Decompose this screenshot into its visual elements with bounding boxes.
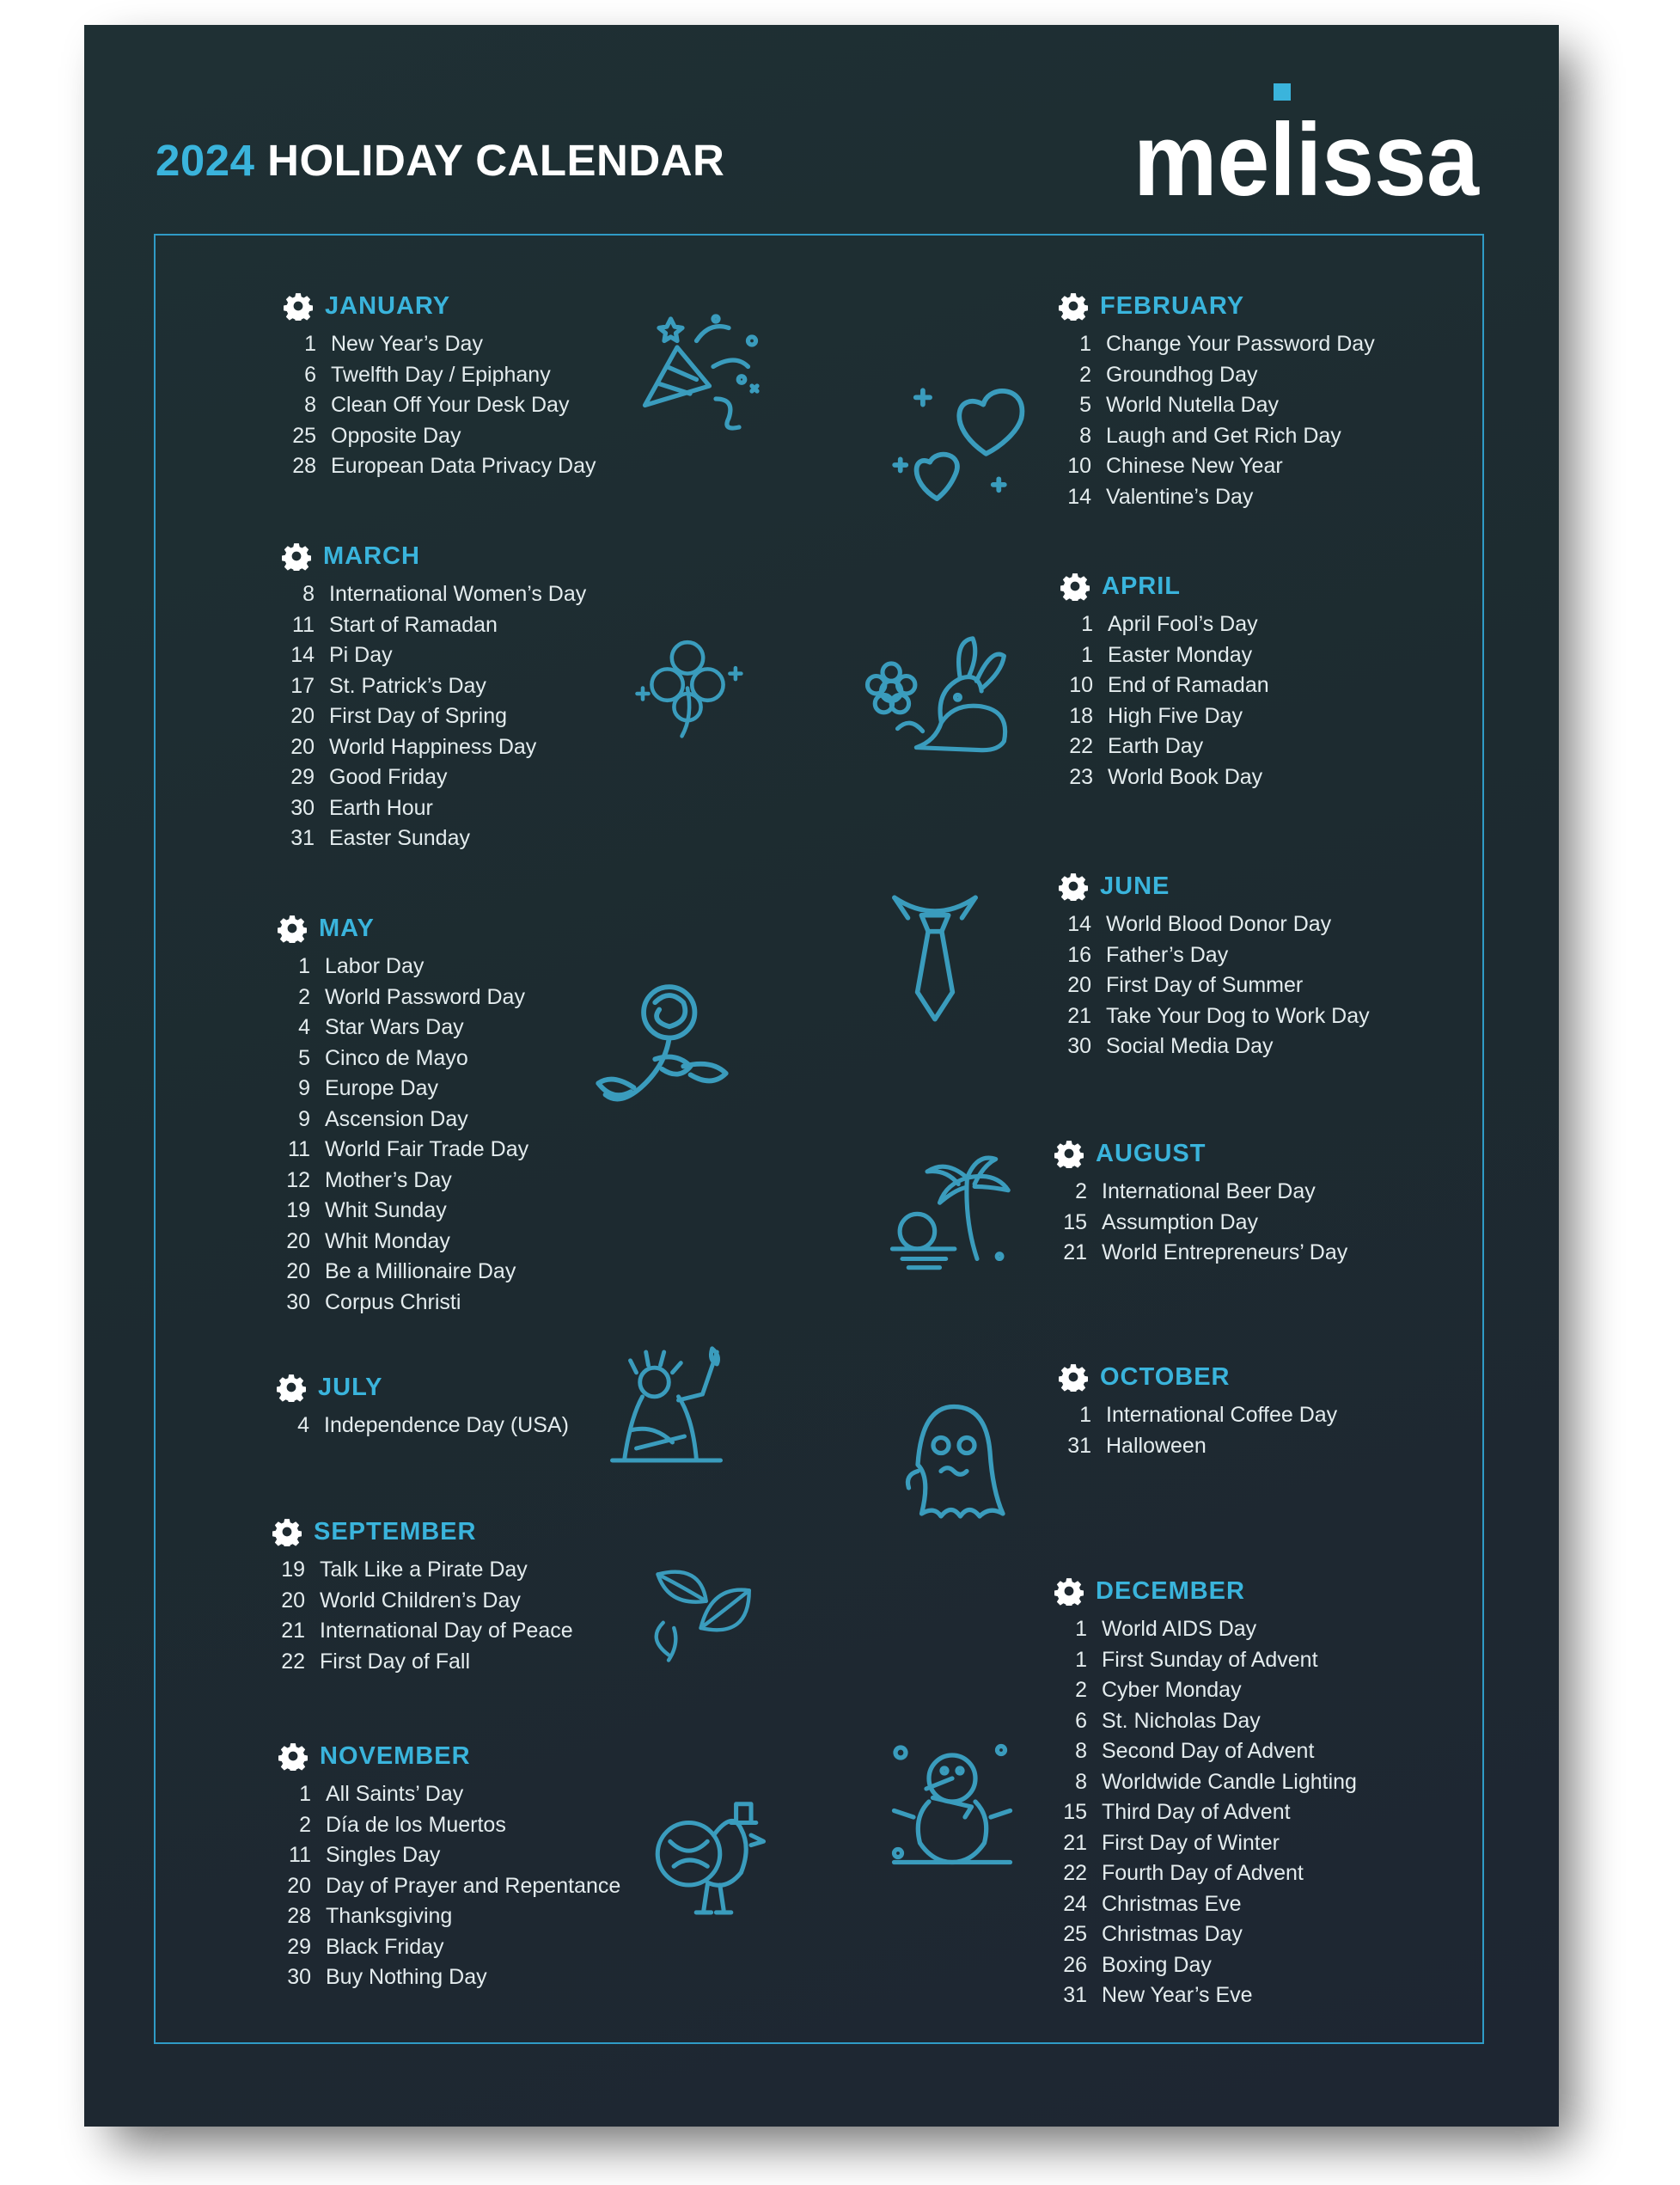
event-label: World Book Day xyxy=(1108,764,1263,789)
event-label: Christmas Eve xyxy=(1102,1891,1242,1916)
event-row xyxy=(1054,1767,1357,1798)
event-row xyxy=(1059,451,1375,482)
gear-icon xyxy=(272,1517,302,1546)
event-label: Third Day of Advent xyxy=(1102,1800,1291,1825)
event-day: 5 xyxy=(1079,393,1091,418)
event-label: St. Nicholas Day xyxy=(1102,1708,1261,1733)
event-day: 30 xyxy=(287,1965,311,1990)
month-name: OCTOBER xyxy=(1100,1362,1231,1391)
title-text: HOLIDAY CALENDAR xyxy=(267,136,725,185)
month-header xyxy=(272,1515,573,1549)
month-may xyxy=(278,911,528,1318)
event-row xyxy=(278,1013,528,1044)
event-row xyxy=(278,1135,528,1166)
event-label: First Day of Spring xyxy=(329,704,508,729)
event-day: 22 xyxy=(1063,1861,1087,1886)
event-row xyxy=(277,1411,569,1441)
event-day: 17 xyxy=(290,673,315,698)
event-day: 25 xyxy=(1063,1922,1087,1947)
event-row xyxy=(278,1779,620,1810)
month-october xyxy=(1059,1360,1337,1461)
event-label: Groundhog Day xyxy=(1106,362,1258,387)
event-day: 6 xyxy=(304,362,316,387)
gear-icon xyxy=(1054,1576,1084,1606)
event-day: 29 xyxy=(287,1934,311,1959)
event-day: 25 xyxy=(292,423,316,448)
event-label: World Entrepreneurs’ Day xyxy=(1102,1240,1348,1265)
month-name: APRIL xyxy=(1102,572,1181,600)
event-day: 23 xyxy=(1069,764,1093,789)
event-day: 6 xyxy=(1075,1708,1087,1733)
event-day: 15 xyxy=(1063,1800,1087,1825)
event-row xyxy=(1059,970,1370,1001)
event-label: First Day of Fall xyxy=(320,1649,471,1674)
month-name: MARCH xyxy=(323,542,420,570)
gear-icon xyxy=(284,291,313,321)
month-header xyxy=(1059,869,1370,903)
month-name: DECEMBER xyxy=(1096,1576,1245,1605)
event-row xyxy=(282,762,586,793)
event-label: World Password Day xyxy=(325,984,525,1009)
gear-icon xyxy=(282,542,311,571)
gear-icon xyxy=(278,1741,308,1771)
event-label: Ascension Day xyxy=(325,1106,468,1131)
event-label: Día de los Muertos xyxy=(326,1812,506,1837)
event-label: Europe Day xyxy=(325,1076,439,1101)
month-name: FEBRUARY xyxy=(1100,291,1245,320)
event-row xyxy=(1060,701,1269,732)
event-label: Whit Sunday xyxy=(325,1198,447,1223)
event-label: Pi Day xyxy=(329,643,393,668)
event-label: World Happiness Day xyxy=(329,734,537,759)
event-day: 9 xyxy=(298,1106,310,1131)
month-name: JANUARY xyxy=(325,291,451,320)
event-row xyxy=(282,640,586,671)
event-label: Easter Sunday xyxy=(329,826,470,851)
event-day: 9 xyxy=(298,1076,310,1101)
event-row xyxy=(1059,909,1370,940)
event-label: Start of Ramadan xyxy=(329,612,498,637)
gear-icon xyxy=(278,914,307,943)
event-row xyxy=(1054,1645,1357,1676)
event-day: 12 xyxy=(286,1167,310,1192)
event-row xyxy=(1059,329,1375,360)
month-name: NOVEMBER xyxy=(320,1741,471,1770)
event-label: Second Day of Advent xyxy=(1102,1739,1315,1764)
event-day: 30 xyxy=(286,1289,310,1314)
event-row xyxy=(1060,609,1269,640)
event-label: Take Your Dog to Work Day xyxy=(1106,1003,1370,1028)
event-day: 21 xyxy=(281,1619,305,1643)
month-july xyxy=(277,1370,569,1441)
event-row xyxy=(1060,670,1269,701)
event-row xyxy=(1054,1828,1357,1859)
event-day: 4 xyxy=(297,1413,309,1438)
month-name: JUNE xyxy=(1100,872,1170,900)
event-row xyxy=(1059,421,1375,452)
event-day: 30 xyxy=(290,795,315,820)
event-label: High Five Day xyxy=(1108,703,1243,728)
month-february xyxy=(1059,289,1375,512)
month-header xyxy=(1054,1136,1347,1171)
event-label: Twelfth Day / Epiphany xyxy=(331,362,551,387)
event-row xyxy=(278,1810,620,1841)
event-label: Be a Millionaire Day xyxy=(325,1259,516,1284)
month-header xyxy=(282,539,586,573)
month-november xyxy=(278,1739,620,1993)
event-label: Chinese New Year xyxy=(1106,454,1283,479)
event-label: Buy Nothing Day xyxy=(326,1965,487,1990)
event-row xyxy=(1059,390,1375,421)
event-day: 14 xyxy=(290,643,315,668)
event-row xyxy=(282,579,586,610)
event-label: World Blood Donor Day xyxy=(1106,912,1332,937)
event-day: 8 xyxy=(1079,423,1091,448)
event-label: Boxing Day xyxy=(1102,1952,1212,1977)
event-row xyxy=(1054,1889,1357,1920)
event-row xyxy=(278,1257,528,1288)
event-row xyxy=(1059,1400,1337,1431)
month-header xyxy=(278,911,528,946)
event-day: 1 xyxy=(1079,1403,1091,1428)
event-label: Day of Prayer and Repentance xyxy=(326,1873,621,1898)
event-day: 2 xyxy=(298,984,310,1009)
event-row xyxy=(1054,1177,1347,1208)
event-day: 21 xyxy=(1063,1830,1087,1855)
month-header xyxy=(1054,1574,1357,1608)
event-label: Father’s Day xyxy=(1106,942,1229,967)
event-day: 1 xyxy=(1081,642,1093,667)
event-day: 14 xyxy=(1067,912,1091,937)
event-row xyxy=(1054,1208,1347,1239)
event-day: 2 xyxy=(1075,1179,1087,1204)
month-january xyxy=(284,289,596,482)
event-row xyxy=(284,421,596,452)
month-header xyxy=(277,1370,569,1405)
event-day: 1 xyxy=(299,1782,311,1807)
gear-icon xyxy=(1059,291,1088,321)
month-header xyxy=(1060,569,1269,603)
event-row xyxy=(284,329,596,360)
event-day: 31 xyxy=(1063,1983,1087,2008)
event-label: International Coffee Day xyxy=(1106,1403,1338,1428)
event-row xyxy=(1059,360,1375,391)
event-label: Change Your Password Day xyxy=(1106,332,1375,357)
event-day: 21 xyxy=(1067,1003,1091,1028)
event-label: World Children’s Day xyxy=(320,1588,521,1613)
event-label: Earth Hour xyxy=(329,795,433,820)
event-day: 1 xyxy=(298,954,310,979)
event-label: Corpus Christi xyxy=(325,1289,461,1314)
event-row xyxy=(278,1166,528,1197)
event-row xyxy=(278,1932,620,1963)
event-day: 18 xyxy=(1069,703,1093,728)
event-day: 30 xyxy=(1067,1034,1091,1059)
event-label: All Saints’ Day xyxy=(326,1782,464,1807)
event-day: 1 xyxy=(1075,1647,1087,1672)
turkey-icon xyxy=(651,1791,776,1929)
event-day: 1 xyxy=(1081,612,1093,637)
event-row xyxy=(1054,1614,1357,1645)
event-label: International Day of Peace xyxy=(320,1619,573,1643)
event-day: 28 xyxy=(287,1904,311,1929)
event-label: Singles Day xyxy=(326,1843,441,1868)
month-name: AUGUST xyxy=(1096,1139,1207,1167)
event-row xyxy=(278,1901,620,1932)
event-day: 8 xyxy=(302,582,315,607)
event-day: 19 xyxy=(286,1198,310,1223)
event-label: Thanksgiving xyxy=(326,1904,453,1929)
event-row xyxy=(282,732,586,763)
rose-icon xyxy=(591,979,733,1125)
event-label: European Data Privacy Day xyxy=(331,454,596,479)
month-june xyxy=(1059,869,1370,1062)
ghost-icon xyxy=(899,1400,1009,1529)
event-label: Whit Monday xyxy=(325,1228,450,1253)
calendar-poster xyxy=(84,25,1559,2127)
event-day: 20 xyxy=(281,1588,305,1613)
event-row xyxy=(278,1840,620,1871)
event-row xyxy=(278,1196,528,1227)
event-day: 2 xyxy=(1075,1678,1087,1703)
hearts-icon xyxy=(888,369,1042,511)
event-label: Earth Day xyxy=(1108,734,1204,759)
event-row xyxy=(1054,1797,1357,1828)
event-row xyxy=(278,1105,528,1135)
event-day: 15 xyxy=(1063,1209,1087,1234)
event-day: 14 xyxy=(1067,484,1091,509)
gear-icon xyxy=(277,1373,306,1402)
gear-icon xyxy=(1060,572,1090,601)
event-label: Easter Monday xyxy=(1108,642,1253,667)
month-august xyxy=(1054,1136,1347,1269)
event-day: 5 xyxy=(298,1045,310,1070)
event-day: 8 xyxy=(1075,1739,1087,1764)
event-label: International Women’s Day xyxy=(329,582,587,607)
event-day: 22 xyxy=(281,1649,305,1674)
event-row xyxy=(1059,1031,1370,1062)
month-header xyxy=(1059,1360,1337,1394)
gear-icon xyxy=(1059,1362,1088,1392)
month-header xyxy=(284,289,596,323)
event-day: 1 xyxy=(1079,332,1091,357)
event-row xyxy=(272,1586,573,1617)
event-day: 16 xyxy=(1067,942,1091,967)
event-label: New Year’s Day xyxy=(331,332,483,357)
event-row xyxy=(1060,640,1269,671)
event-day: 20 xyxy=(287,1873,311,1898)
month-name: MAY xyxy=(319,914,375,942)
event-row xyxy=(278,1288,528,1319)
event-day: 8 xyxy=(1075,1769,1087,1794)
event-row xyxy=(278,952,528,982)
month-september xyxy=(272,1515,573,1677)
event-day: 20 xyxy=(286,1259,310,1284)
event-row xyxy=(282,671,586,702)
event-label: First Day of Summer xyxy=(1106,973,1304,998)
event-day: 26 xyxy=(1063,1952,1087,1977)
title-year: 2024 xyxy=(156,136,255,185)
event-day: 20 xyxy=(1067,973,1091,998)
event-label: World Nutella Day xyxy=(1106,393,1280,418)
event-label: World AIDS Day xyxy=(1102,1617,1257,1642)
palm-beach-icon xyxy=(888,1147,1017,1271)
snowman-icon xyxy=(888,1740,1017,1869)
event-row xyxy=(1054,1980,1357,2011)
event-label: Good Friday xyxy=(329,765,448,790)
event-label: Star Wars Day xyxy=(325,1015,464,1040)
event-day: 11 xyxy=(288,1137,310,1162)
event-label: First Sunday of Advent xyxy=(1102,1647,1318,1672)
event-label: Black Friday xyxy=(326,1934,444,1959)
logo-text: melissa xyxy=(1133,102,1481,217)
event-label: Assumption Day xyxy=(1102,1209,1259,1234)
event-row xyxy=(278,1962,620,1993)
event-row xyxy=(284,451,596,482)
event-row xyxy=(284,360,596,391)
month-march xyxy=(282,539,586,854)
event-label: Mother’s Day xyxy=(325,1167,452,1192)
event-row xyxy=(272,1616,573,1647)
event-day: 24 xyxy=(1063,1891,1087,1916)
event-row xyxy=(282,701,586,732)
event-row xyxy=(272,1555,573,1586)
event-row xyxy=(1054,1675,1357,1706)
page-title xyxy=(156,135,724,186)
event-row xyxy=(272,1647,573,1678)
event-day: 8 xyxy=(304,393,316,418)
event-row xyxy=(1059,1001,1370,1032)
event-label: Labor Day xyxy=(325,954,425,979)
event-label: Halloween xyxy=(1106,1433,1207,1458)
month-header xyxy=(278,1739,620,1773)
month-name: JULY xyxy=(318,1373,383,1401)
event-row xyxy=(1059,940,1370,971)
event-day: 20 xyxy=(290,704,315,729)
month-header xyxy=(1059,289,1375,323)
event-row xyxy=(1054,1950,1357,1981)
event-day: 2 xyxy=(1079,362,1091,387)
event-day: 19 xyxy=(281,1558,305,1582)
event-label: Social Media Day xyxy=(1106,1034,1274,1059)
event-row xyxy=(1059,482,1375,513)
melissa-logo xyxy=(1130,83,1482,221)
event-day: 1 xyxy=(304,332,316,357)
event-day: 22 xyxy=(1069,734,1093,759)
event-label: New Year’s Eve xyxy=(1102,1983,1253,2008)
event-day: 31 xyxy=(1067,1433,1091,1458)
event-row xyxy=(1060,762,1269,793)
gear-icon xyxy=(1054,1139,1084,1168)
event-label: Fourth Day of Advent xyxy=(1102,1861,1304,1886)
event-row xyxy=(282,793,586,824)
event-row xyxy=(278,982,528,1013)
event-day: 28 xyxy=(292,454,316,479)
event-label: Independence Day (USA) xyxy=(324,1413,569,1438)
month-april xyxy=(1060,569,1269,793)
event-row xyxy=(1054,1706,1357,1737)
event-row xyxy=(1059,1431,1337,1462)
event-row xyxy=(1054,1858,1357,1889)
event-row xyxy=(1054,1919,1357,1950)
event-label: Cinco de Mayo xyxy=(325,1045,468,1070)
event-label: International Beer Day xyxy=(1102,1179,1316,1204)
event-label: Clean Off Your Desk Day xyxy=(331,393,570,418)
event-day: 2 xyxy=(299,1812,311,1837)
event-day: 31 xyxy=(290,826,315,851)
event-label: End of Ramadan xyxy=(1108,673,1269,698)
event-label: World Fair Trade Day xyxy=(325,1137,529,1162)
event-label: First Day of Winter xyxy=(1102,1830,1280,1855)
event-row xyxy=(282,823,586,854)
event-day: 21 xyxy=(1063,1240,1087,1265)
event-day: 11 xyxy=(289,1843,311,1868)
month-december xyxy=(1054,1574,1357,2011)
clover-icon xyxy=(627,627,748,738)
event-day: 20 xyxy=(286,1228,310,1253)
event-row xyxy=(282,610,586,641)
event-row xyxy=(278,1227,528,1258)
event-label: April Fool’s Day xyxy=(1108,612,1258,637)
event-day: 1 xyxy=(1075,1617,1087,1642)
event-label: Christmas Day xyxy=(1102,1922,1243,1947)
event-row xyxy=(1054,1238,1347,1269)
leaves-icon xyxy=(643,1564,759,1671)
event-label: Worldwide Candle Lighting xyxy=(1102,1769,1357,1794)
party-popper-icon xyxy=(638,309,767,438)
event-row xyxy=(284,390,596,421)
gear-icon xyxy=(1059,872,1088,901)
event-label: Cyber Monday xyxy=(1102,1678,1242,1703)
month-name: SEPTEMBER xyxy=(314,1517,477,1545)
statue-of-liberty-icon xyxy=(604,1346,729,1466)
event-day: 20 xyxy=(290,734,315,759)
event-label: Laugh and Get Rich Day xyxy=(1106,423,1341,448)
event-row xyxy=(278,1044,528,1074)
event-day: 4 xyxy=(298,1015,310,1040)
event-row xyxy=(278,1871,620,1902)
event-label: Talk Like a Pirate Day xyxy=(320,1558,528,1582)
event-day: 10 xyxy=(1067,454,1091,479)
tie-icon xyxy=(888,890,982,1027)
event-day: 29 xyxy=(290,765,315,790)
event-label: St. Patrick’s Day xyxy=(329,673,486,698)
event-label: Valentine’s Day xyxy=(1106,484,1254,509)
event-day: 10 xyxy=(1069,673,1093,698)
bunny-icon xyxy=(866,627,1017,756)
event-label: Opposite Day xyxy=(331,423,461,448)
event-row xyxy=(1060,731,1269,762)
event-day: 11 xyxy=(292,612,315,637)
event-row xyxy=(278,1074,528,1105)
event-row xyxy=(1054,1736,1357,1767)
